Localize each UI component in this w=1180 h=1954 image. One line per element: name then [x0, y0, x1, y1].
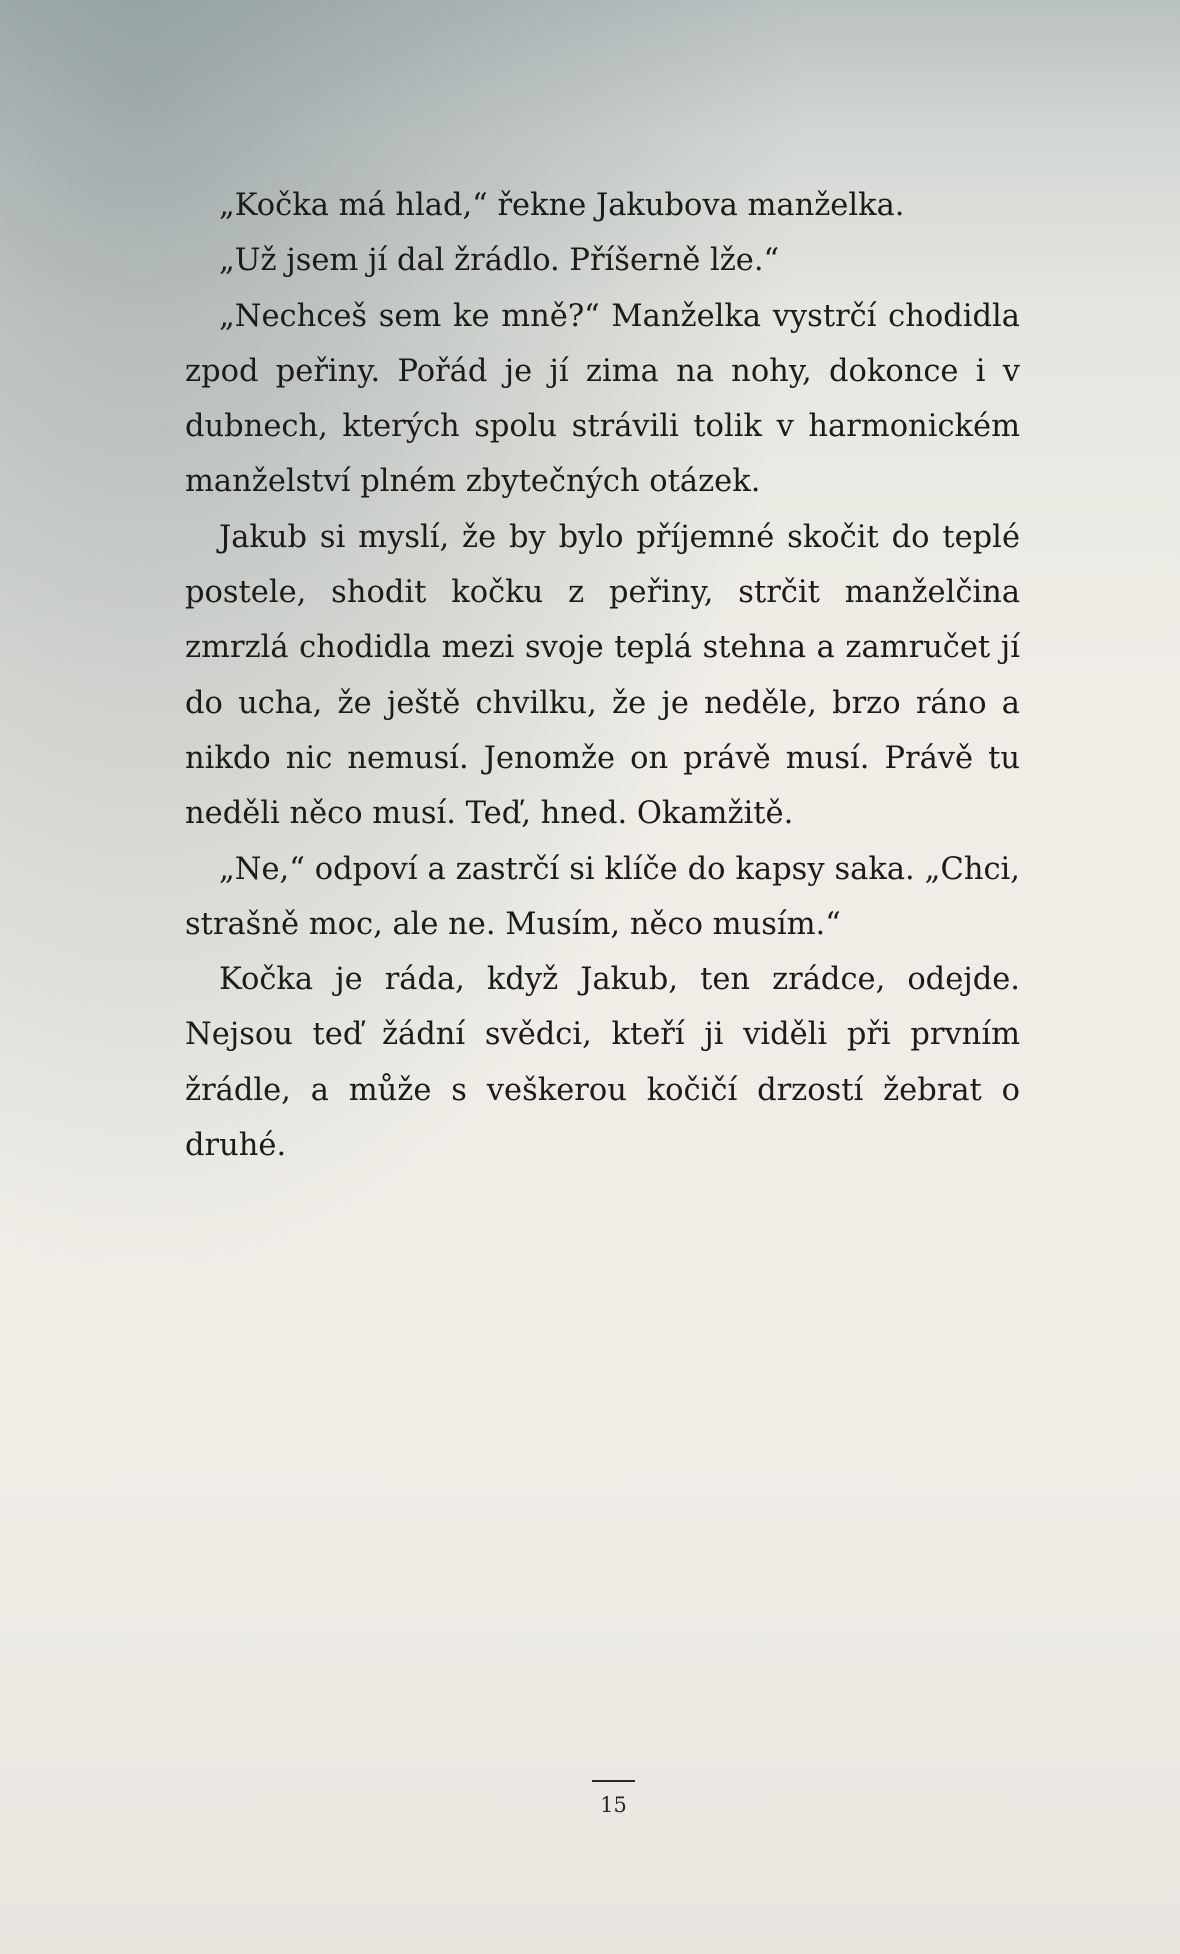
paragraph-5: „Ne,“ odpoví a zastrčí si klíče do kapsy saka. „Chci, strašně moc, ale ne. Musím, něco musím.“: [185, 851, 1020, 942]
paragraph-6: Kočka je ráda, když Jakub, ten zrádce, odejde. Nejsou teď žádní svědci, kteří ji viděli při prvním žrádle, a může s veškerou kočičí drzostí žebrat o druhé.: [185, 962, 1020, 1164]
body-text: [185, 178, 1020, 1173]
paragraph-3: „Nechceš sem ke mně?“ Manželka vystrčí chodidla zpod peřiny. Pořád je jí zima na nohy, dokonce i v dubnech, kterých spolu strávili tolik v harmonickém manželství plném zbytečných otázek.: [185, 298, 1020, 500]
paragraph-4: Jakub si myslí, že by bylo příjemné skočit do teplé postele, shodit kočku z peřiny, strčit manželčina zmrzlá chodidla mezi svoje teplá stehna a zamručet jí do ucha, že ještě chvilku, že je neděle, brzo ráno a nikdo nic nemusí. Jenomže on právě musí. Právě tu neděli něco musí. Teď, hned. Okamžitě.: [185, 519, 1020, 832]
paragraph-1: „Kočka má hlad,“ řekne Jakubova manželka.: [219, 188, 905, 223]
page-number: 15: [600, 1793, 627, 1817]
paragraph-2: „Už jsem jí dal žrádlo. Příšerně lže.“: [219, 243, 780, 279]
footer-rule: [592, 1780, 635, 1782]
